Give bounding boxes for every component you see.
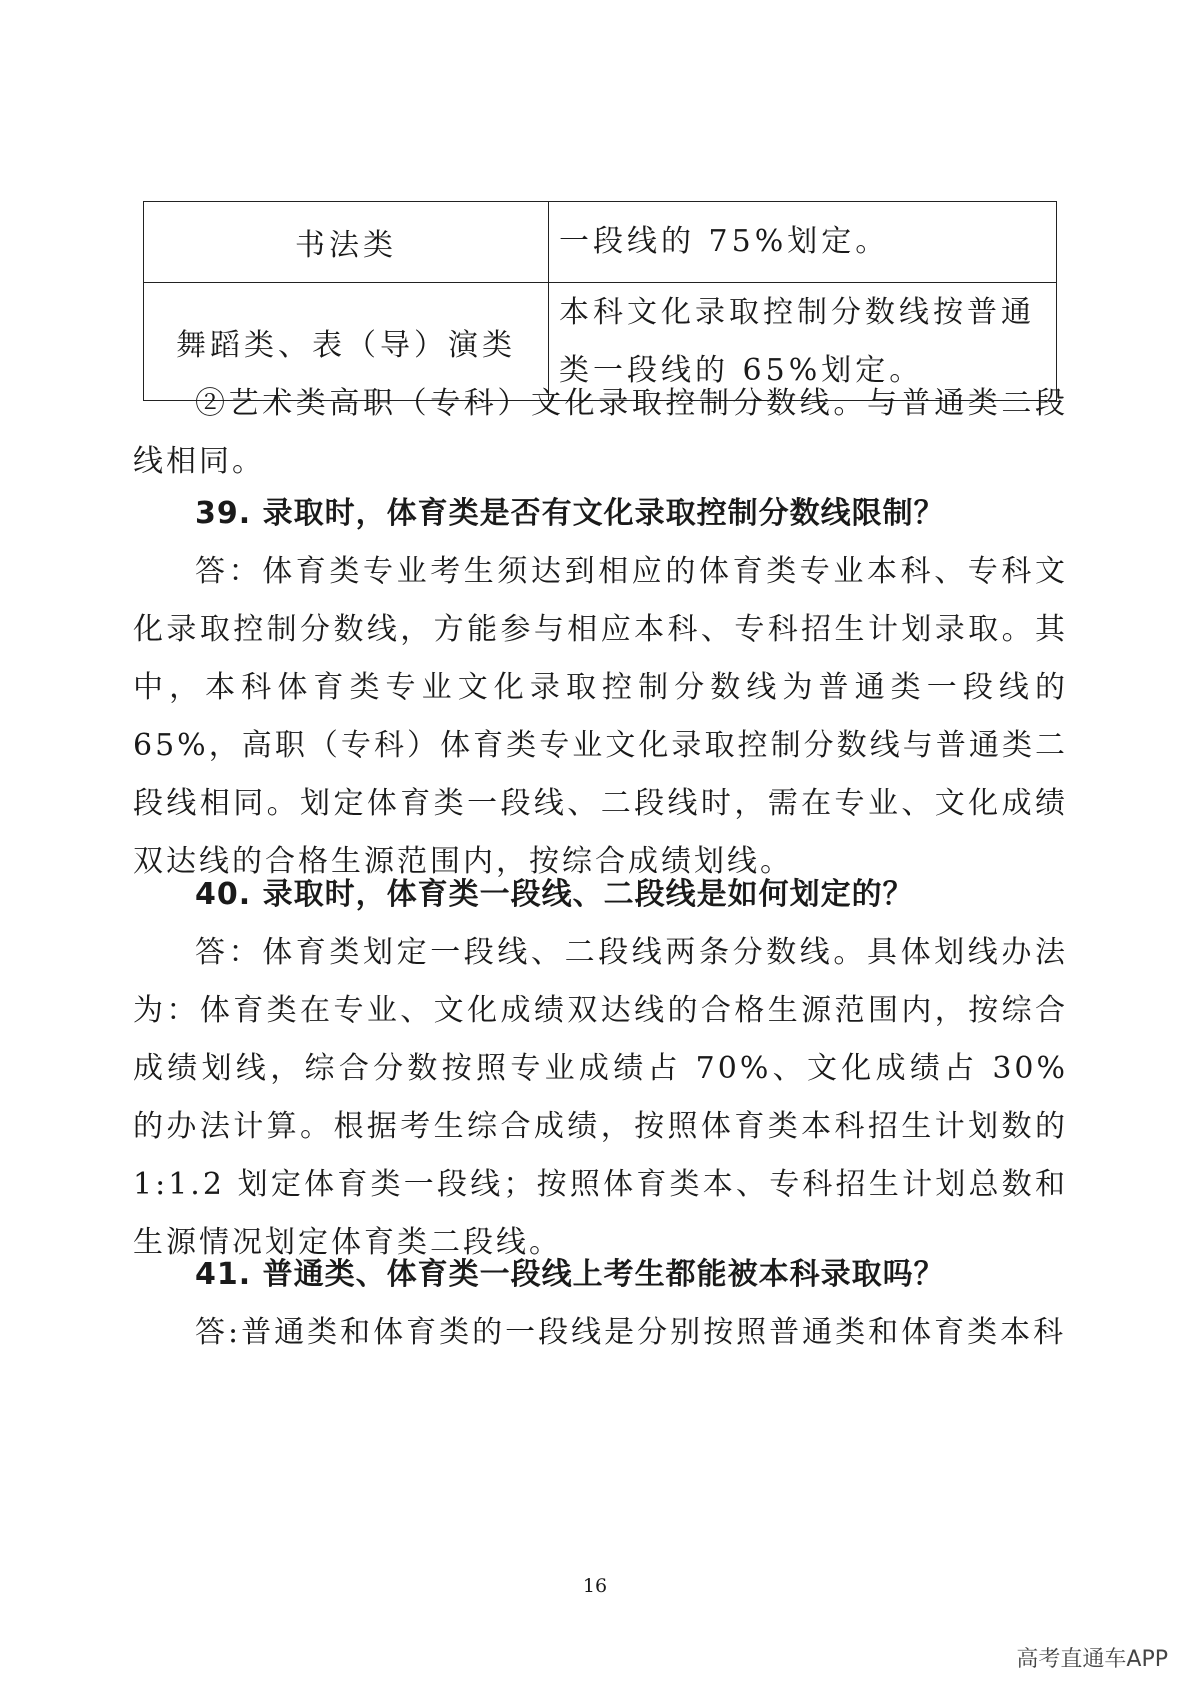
question-39: 39. 录取时，体育类是否有文化录取控制分数线限制？ — [195, 496, 945, 531]
answer-39: 答：体育类专业考生须达到相应的体育类专业本科、专科文化录取控制分数线，方能参与相应本科、专科招生计划录取。其中，本科体育类专业文化录取控制分数线为普通类一段线的 65%，高职（专科）体育类专业文化录取控制分数线与普通类二段线相同。划定体育类一段线、二段线时，需在专业、文化成绩双达线的合格生源范围内，按综合成绩划线。 — [133, 554, 1068, 879]
question-40: 40. 录取时，体育类一段线、二段线是如何划定的？ — [195, 877, 914, 912]
table-cell-category: 舞蹈类、表（导）演类 — [144, 283, 549, 401]
page-number: 16 — [582, 1575, 608, 1597]
cutoff-table — [143, 201, 1057, 401]
watermark: 高考直通车APP — [1016, 1647, 1168, 1672]
question-41: 41. 普通类、体育类一段线上考生都能被本科录取吗？ — [195, 1257, 945, 1292]
table-cell-category: 书法类 — [144, 202, 549, 283]
table-cell-rule: 一段线的 75%划定。 — [549, 202, 1057, 283]
table-cell-rule: 本科文化录取控制分数线按普通类一段线的 65%划定。 — [549, 283, 1057, 401]
answer-41: 答:普通类和体育类的一段线是分别按照普通类和体育类本科 — [195, 1315, 1067, 1350]
paragraph-art-vocational: ②艺术类高职（专科）文化录取控制分数线。与普通类二段线相同。 — [133, 386, 1068, 479]
answer-40: 答：体育类划定一段线、二段线两条分数线。具体划线办法为：体育类在专业、文化成绩双达线的合格生源范围内，按综合成绩划线，综合分数按照专业成绩占 70%、文化成绩占 30%的办法计算。根据考生综合成绩，按照体育类本科招生计划数的 1:1.2 划定体育类一段线；按照体育类本、专科招生计划总数和生源情况划定体育类二段线。 — [133, 935, 1068, 1260]
table-row — [144, 202, 1057, 283]
